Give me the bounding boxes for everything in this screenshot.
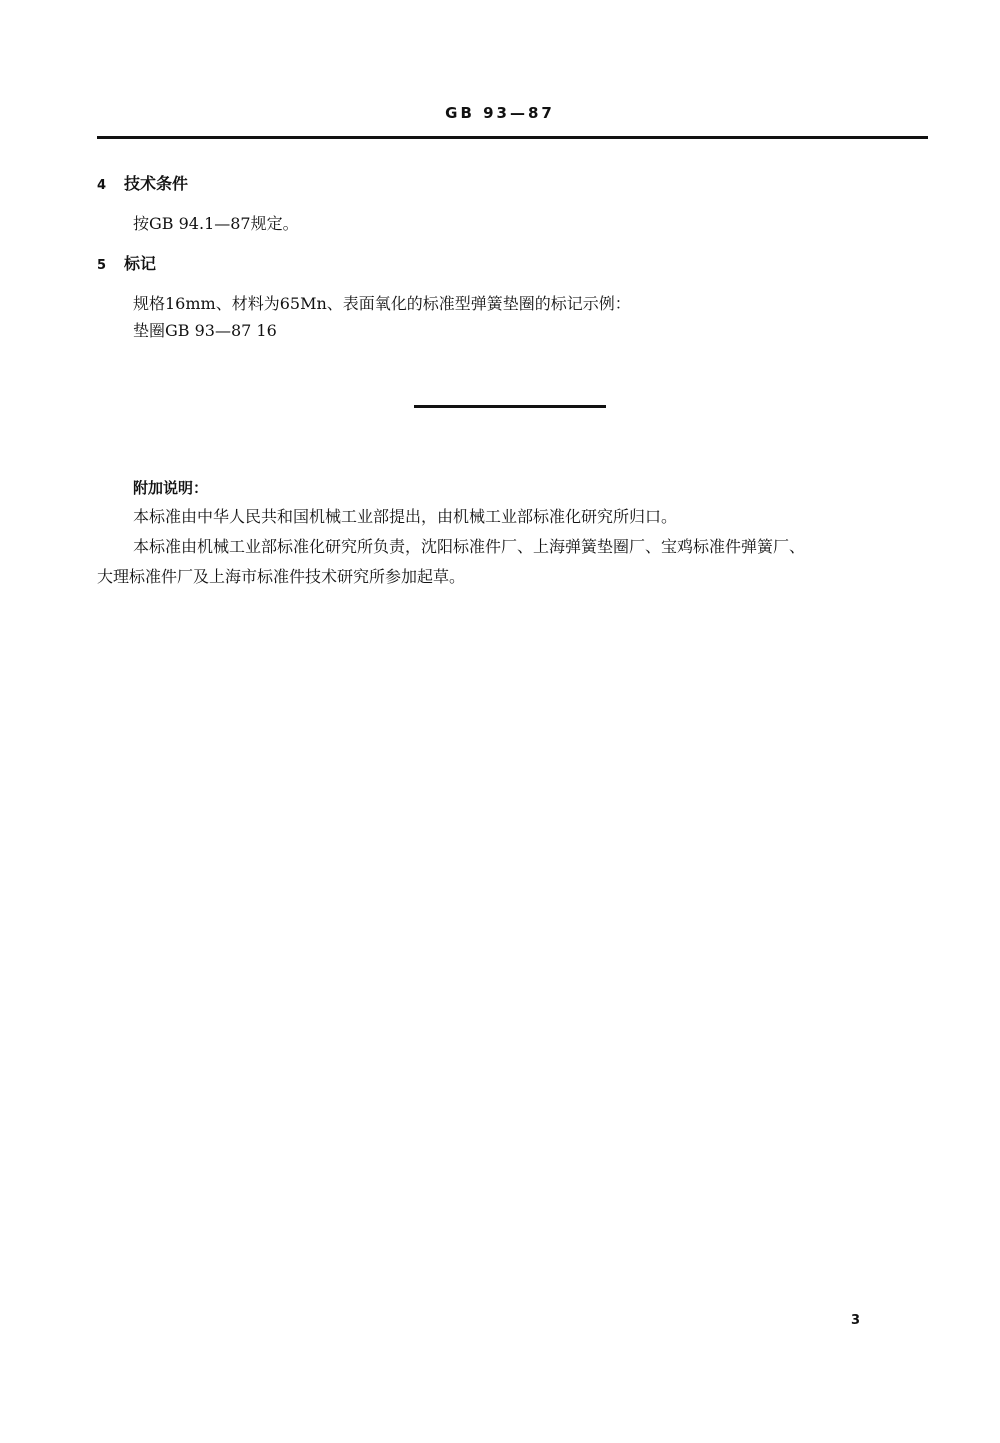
section-4-paragraph: 按GB 94.1—87规定。 xyxy=(133,214,299,233)
appendix-line-2: 本标准由机械工业部标准化研究所负责，沈阳标准件厂、上海弹簧垫圈厂、宝鸡标准件弹簧厂、 xyxy=(133,537,806,556)
section-5-number: 5 xyxy=(97,258,107,273)
header-rule xyxy=(97,136,928,139)
section-4-title: 技术条件 xyxy=(124,174,189,193)
section-4-heading xyxy=(97,174,188,196)
section-divider xyxy=(414,405,606,408)
appendix-line-3: 大理标准件厂及上海市标准件技术研究所参加起草。 xyxy=(97,567,466,586)
page-header-standard-code: GB 93—87 xyxy=(445,104,555,122)
appendix-line-1: 本标准由中华人民共和国机械工业部提出，由机械工业部标准化研究所归口。 xyxy=(133,507,678,526)
section-5-paragraph: 规格16mm、材料为65Mn、表面氧化的标准型弹簧垫圈的标记示例： xyxy=(133,294,631,313)
section-5-heading xyxy=(97,254,156,276)
page-number: 3 xyxy=(851,1313,861,1328)
appendix-title: 附加说明： xyxy=(133,479,209,497)
section-5-marking-example: 垫圈GB 93—87 16 xyxy=(133,321,277,340)
section-4-number: 4 xyxy=(97,178,107,193)
section-5-title: 标记 xyxy=(124,254,157,273)
